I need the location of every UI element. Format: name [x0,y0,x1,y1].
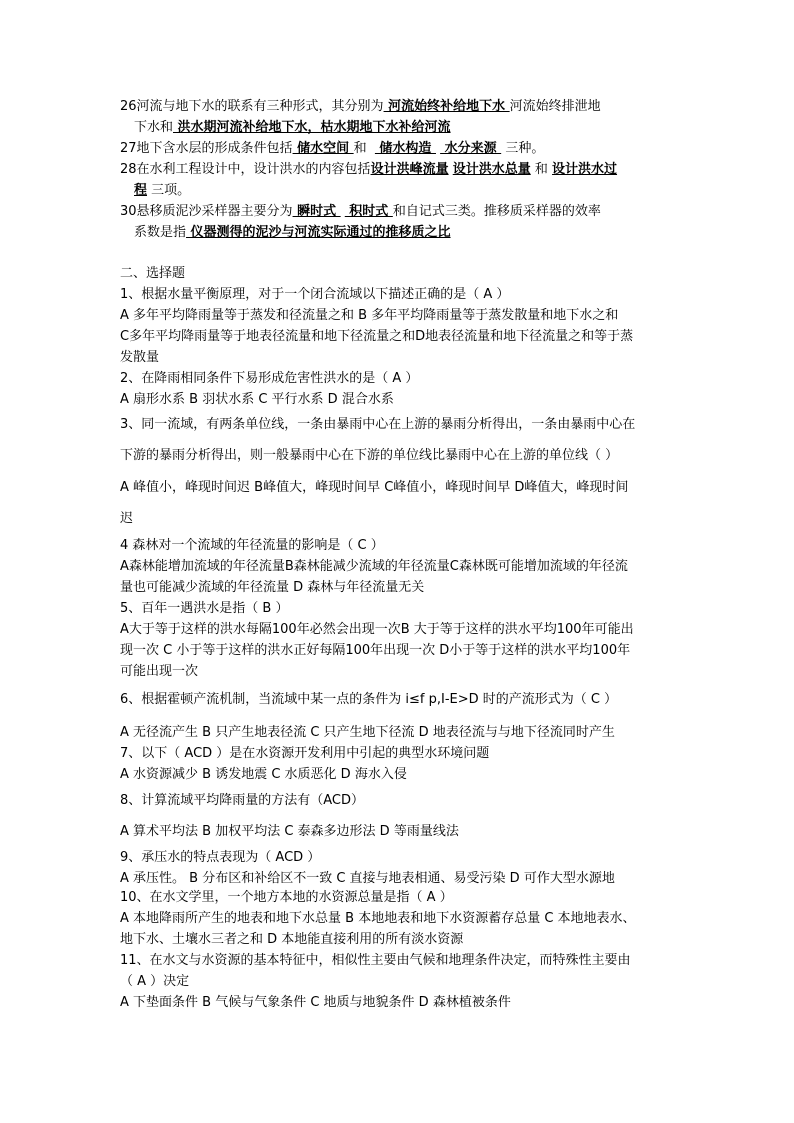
question-1-options: C多年平均降雨量等于地表径流量和地下径流量之和D地表径流量和地下径流量之和等于蒸 [120,329,634,344]
question-number: 30 [120,204,137,219]
fill-question-27 [120,140,680,158]
question-4-stem: 4 森林对一个流域的年径流量的影响是（ C ） [120,538,384,553]
fill-question-28-line2 [134,182,694,200]
question-1-stem: 1、根据水量平衡原理，对于一个闭合流域以下描述正确的是（ A ） [120,287,510,302]
question-11-stem: （ A ）决定 [120,974,190,989]
question-3-stem: 3、同一流域，有两条单位线，一条由暴雨中心在上游的暴雨分析得出，一条由暴雨中心在 [120,417,636,432]
answer-blank: 洪水期河流补给地下水，枯水期地下水补给河流 [173,120,451,135]
question-number: 28 [120,162,137,177]
answer-blank: 仪器测得的泥沙与河流实际通过的推移质之比 [186,225,451,240]
question-2-stem: 2、在降雨相同条件下易形成危害性洪水的是（ A ） [120,371,419,386]
question-5-stem: 5、百年一遇洪水是指（ B ） [120,601,289,616]
answer-blank: 程 [134,183,148,198]
question-8-stem: 8、计算流域平均降雨量的方法有（ACD） [120,793,365,808]
question-text: 系数是指 [134,225,187,240]
section-title: 二、选择题 [120,266,186,281]
question-8-options: A 算术平均法 B 加权平均法 C 泰森多边形法 D 等雨量线法 [120,824,459,839]
question-text: 悬移质泥沙采样器主要分为 [136,204,293,219]
answer-blank: 储水空间 [292,141,354,156]
question-3-stem: 下游的暴雨分析得出，则一般暴雨中心在下游的单位线比暴雨中心在上游的单位线（ ） [120,448,619,463]
question-5-options: A大于等于这样的洪水每隔100年必然会出现一次B 大于等于这样的洪水平均100年可能出 [120,622,634,637]
answer-blank: 设计洪水总量 [452,162,531,177]
question-text: 三项。 [151,183,191,198]
question-1-options: 发散量 [120,350,160,365]
question-3-options: A 峰值小，峰现时间迟 B峰值大，峰现时间早 C峰值小，峰现时间早 D峰值大，峰现时间 [120,480,629,495]
answer-blank: 设计洪水过 [552,162,618,177]
answer-blank: 储水构造 [374,141,436,156]
answer-blank: 瞬时式 [292,204,341,219]
question-number: 26 [120,99,137,114]
question-1-options: A 多年平均降雨量等于蒸发和径流量之和 B 多年平均降雨量等于蒸发散量和地下水之和 [120,308,619,323]
question-2-options: A 扇形水系 B 羽状水系 C 平行水系 D 混合水系 [120,392,394,407]
question-text: 地下含水层的形成条件包括 [136,141,293,156]
fill-question-26-line2 [134,119,694,137]
question-text: 和 [353,141,367,156]
question-6-stem: 6、根据霍顿产流机制，当流域中某一点的条件为 i≤f p,I-E>D 时的产流形式为（ C ） [120,692,618,707]
question-text: 河流与地下水的联系有三种形式，其分别为 [136,99,384,114]
question-4-options: 量也可能减少流域的年径流量 D 森林与年径流量无关 [120,580,425,595]
question-number: 27 [120,141,137,156]
question-text: 在水利工程设计中，设计洪水的内容包括 [136,162,371,177]
question-text: 和自记式三类。推移质采样器的效率 [392,204,601,219]
answer-blank: 积时式 [344,204,393,219]
question-11-options: A 下垫面条件 B 气候与气象条件 C 地质与地貌条件 D 森林植被条件 [120,995,511,1010]
question-4-options: A森林能增加流域的年径流量B森林能减少流域的年径流量C森林既可能增加流域的年径流 [120,559,628,574]
question-text: 下水和 [134,120,174,135]
fill-question-30-line1 [120,203,680,221]
question-6-options: A 无径流产生 B 只产生地表径流 C 只产生地下径流 D 地表径流与与地下径流同时产生 [120,725,615,740]
answer-blank: 设计洪峰流量 [370,162,449,177]
question-5-options: 可能出现一次 [120,664,199,679]
question-text: 河流始终排泄地 [509,99,601,114]
fill-question-26-line1 [120,98,680,116]
question-10-options: 地下水、土壤水三者之和 D 本地能直接利用的所有淡水资源 [120,932,464,947]
question-9-stem: 9、承压水的特点表现为（ ACD ） [120,850,321,865]
question-3-options: 迟 [120,511,134,526]
question-10-options: A 本地降雨所产生的地表和地下水总量 B 本地地表和地下水资源蓄存总量 C 本地地表水、 [120,911,636,926]
question-7-options: A 水资源减少 B 诱发地震 C 水质恶化 D 海水入侵 [120,767,407,782]
answer-blank: 河流始终补给地下水 [383,99,510,114]
fill-question-30-line2 [134,224,694,242]
question-10-stem: 10、在水文学里，一个地方本地的水资源总量是指（ A ） [120,890,453,905]
fill-question-28-line1 [120,161,680,179]
answer-blank: 水分来源 [440,141,502,156]
question-11-stem: 11、在水文与水资源的基本特征中，相似性主要由气候和地理条件决定，而特殊性主要由 [120,953,631,968]
question-7-stem: 7、以下（ ACD ）是在水资源开发利用中引起的典型水环境问题 [120,746,490,761]
question-5-options: 现一次 C 小于等于这样的洪水正好每隔100年出现一次 D小于等于这样的洪水平均100年 [120,643,631,658]
question-text: 和 [534,162,548,177]
question-9-options: A 承压性。 B 分布区和补给区不一致 C 直接与地表相通、易受污染 D 可作大型水源地 [120,871,615,886]
question-text: 三种。 [505,141,545,156]
